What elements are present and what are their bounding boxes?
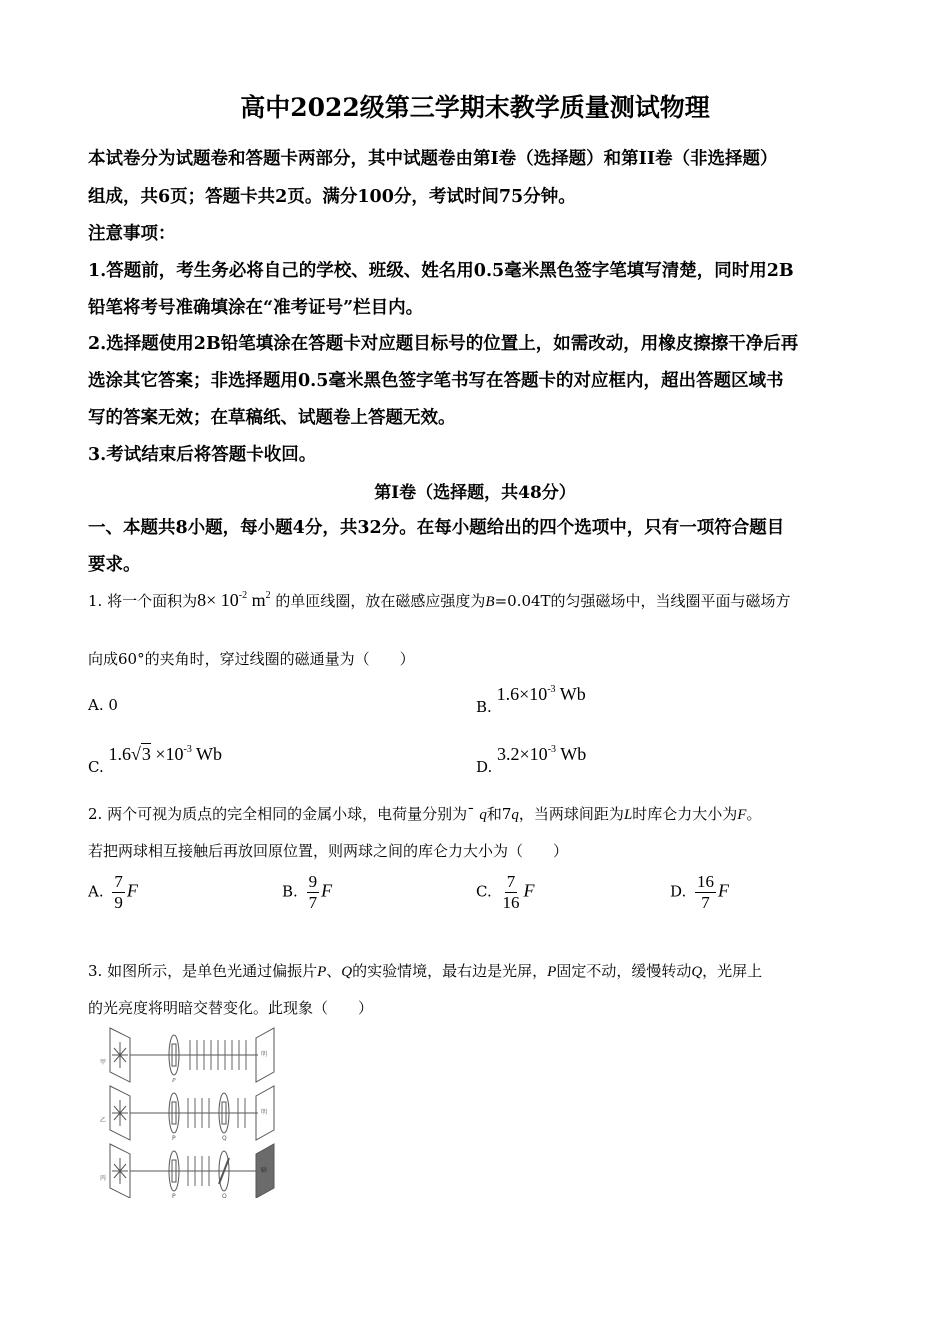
figure-screen-dark: 暗 (261, 1167, 268, 1174)
q2-option-d[interactable]: D. $\frac{16}{7}$ F (670, 872, 730, 912)
notes-heading: 注意事项： (88, 224, 176, 244)
question-2-stem-line-2: 若把两球相互接触后再放回原位置，则两球之间的库仑力大小为（ ） (88, 842, 569, 860)
figure-label-row-3: 丙 (100, 1175, 107, 1182)
figure-label-row-2: 乙 (100, 1117, 107, 1124)
figure-row-2 (110, 1086, 274, 1140)
q2-option-a[interactable]: A. $\frac{7}{9}$ F (88, 872, 138, 912)
polarizer-experiment-figure (98, 1022, 280, 1198)
figure-screen-bright-1: 明 (261, 1051, 268, 1058)
figure-label-q-3: Q (222, 1193, 227, 1198)
figure-row-3 (110, 1144, 274, 1198)
figure-label-p-1: P (172, 1078, 176, 1084)
note-2-line-2: 选涂其它答案；非选择题用0.5毫米黑色签字笔书写在答题卡的对应框内，超出答题区域书 (88, 371, 784, 391)
question-2-stem-line-1: 2. 两个可视为质点的完全相同的金属小球，电荷量分别为ˉ q和7q，当两球间距为L时库仑力大小为F。 (88, 805, 762, 823)
question-3-stem-line-1: 3. 如图所示，是单色光通过偏振片P、Q的实验情境，最右边是光屏，P固定不动，缓慢转动Q，光屏上 (88, 962, 763, 980)
figure-label-p-3: P (172, 1193, 176, 1198)
q1-option-c[interactable]: C. $1.6√3 \times 10^{-3}$ Wb (88, 744, 223, 776)
figure-label-p-2: P (172, 1135, 176, 1142)
q1-option-d[interactable]: D. $3.2\times 10^{-3}$ Wb (476, 744, 587, 776)
note-1-line-2: 铅笔将考号准确填涂在“准考证号”栏目内。 (88, 298, 424, 318)
q1-option-b[interactable]: B. $1.6\times 10^{-3}$ Wb (476, 684, 586, 716)
page-title: 高中2022级第三学期末教学质量测试物理 (240, 93, 710, 122)
part-1-instructions-line-2: 要求。 (88, 555, 141, 575)
question-1-stem-line-1: 1. 将一个面积为$8\times 10^{-2}$ $m^2$ 的单匝线圈，放在磁感应强度为B=0.04T的匀强磁场中，当线圈平面与磁场方 (88, 590, 791, 610)
intro-line-1: 本试卷分为试题卷和答题卡两部分，其中试题卷由第I卷（选择题）和第II卷（非选择题） (88, 149, 778, 169)
figure-row-1 (110, 1028, 274, 1082)
q1-option-a[interactable]: A. 0 (88, 696, 118, 714)
figure-label-row-1: 甲 (100, 1059, 107, 1066)
section-heading: 第I卷（选择题，共48分） (374, 483, 576, 503)
figure-label-q-2: Q (222, 1135, 227, 1142)
note-1-line-1: 1.答题前，考生务必将自己的学校、班级、姓名用0.5毫米黑色签字笔填写清楚，同时用2B (88, 261, 794, 281)
part-1-instructions-line-1: 一、本题共8小题，每小题4分，共32分。在每小题给出的四个选项中，只有一项符合题目 (88, 518, 785, 538)
intro-line-2: 组成，共6页；答题卡共2页。满分100分，考试时间75分钟。 (88, 187, 576, 207)
question-3-stem-line-2: 的光亮度将明暗交替变化。此现象（ ） (88, 999, 374, 1017)
q2-option-c[interactable]: C. $\frac{7}{16}$ F (476, 872, 535, 912)
note-2-line-3: 写的答案无效；在草稿纸、试题卷上答题无效。 (88, 408, 456, 428)
question-1-stem-line-2: 向成60°的夹角时，穿过线圈的磁通量为（ ） (88, 650, 415, 668)
note-2-line-1: 2.选择题使用2B铅笔填涂在答题卡对应题目标号的位置上，如需改动，用橡皮擦擦干净后再 (88, 334, 799, 354)
note-3: 3.考试结束后将答题卡收回。 (88, 445, 317, 465)
area-value: $8\times 10^{-2}$ $m^2$ (197, 590, 271, 610)
q2-option-b[interactable]: B. $\frac{9}{7}$ F (282, 872, 333, 912)
figure-screen-bright-2: 明 (261, 1109, 268, 1116)
